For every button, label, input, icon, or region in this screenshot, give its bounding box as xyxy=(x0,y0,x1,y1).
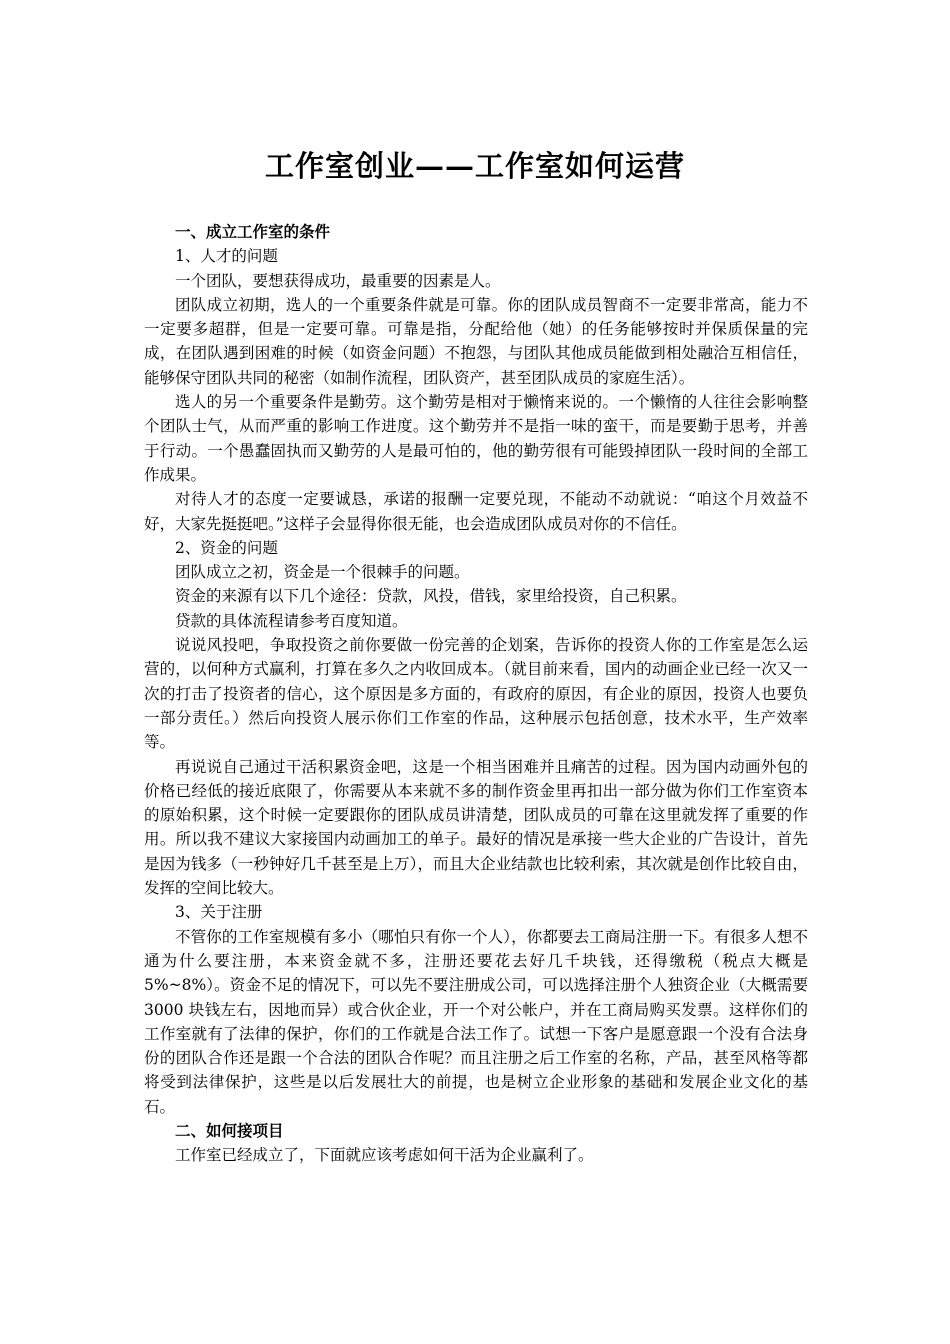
paragraph: 选人的另一个重要条件是勤劳。这个勤劳是相对于懒惰来说的。一个懒惰的人往往会影响整个团队士气，从而严重的影响工作进度。这个勤劳并不是指一味的蛮干，而是要勤于思考，并善于行动。一个愚蠢固执而又勤劳的人是最可怕的，他的勤劳很有可能毁掉团队一段时间的全部工作成果。 xyxy=(144,393,808,484)
paragraph: 对待人才的态度一定要诚恳，承诺的报酬一定要兑现，不能动不动就说：“咱这个月效益不好，大家先挺挺吧。”这样子会显得你很无能，也会造成团队成员对你的不信任。 xyxy=(144,490,808,533)
paragraph: 贷款的具体流程请参考百度知道。 xyxy=(175,611,408,630)
paragraph: 说说风投吧，争取投资之前你要做一份完善的企划案，告诉你的投资人你的工作室是怎么运营的，以何种方式赢利，打算在多久之内收回成本。（就目前来看，国内的动画企业已经一次又一次的打击了投资者的信心，这个原因是多方面的，有政府的原因，有企业的原因，投资人也要负一部分责任。）然后向投资人展示你们工作室的作品，这种展示包括创意，技术水平，生产效率等。 xyxy=(144,636,808,752)
document-title: 工作室创业——工作室如何运营 xyxy=(264,149,685,183)
paragraph: 再说说自己通过干活积累资金吧，这是一个相当困难并且痛苦的过程。因为国内动画外包的价格已经低的接近底限了，你需要从本来就不多的制作资金里再扣出一部分做为你们工作室资本的原始积累，这个时候一定要跟你的团队成员讲清楚，团队成员的可靠在这里就发挥了重要的作用。所以我不建议大家接国内动画加工的单子。最好的情况是承接一些大企业的广告设计，首先是因为钱多（一秒钟好几千甚至是上万），而且大企业结款也比较利索，其次就是创作比较自由，发挥的空间比较大。 xyxy=(144,757,808,898)
subheading-registration: 3、关于注册 xyxy=(175,903,263,922)
document-body xyxy=(144,220,808,1168)
subheading-funding: 2、资金的问题 xyxy=(175,538,278,557)
paragraph: 一个团队，要想获得成功，最重要的因素是人。 xyxy=(175,271,501,290)
paragraph: 团队成立初期，选人的一个重要条件就是可靠。你的团队成员智商不一定要非常高，能力不一定要多超群，但是一定要可靠。可靠是指，分配给他（她）的任务能够按时并保质保量的完成，在团队遇到困难的时候（如资金问题）不抱怨，与团队其他成员能做到相处融洽互相信任，能够保守团队共同的秘密（如制作流程，团队资产，甚至团队成员的家庭生活）。 xyxy=(144,295,808,387)
section-heading-projects: 二、如何接项目 xyxy=(175,1120,284,1140)
subheading-talent: 1、人才的问题 xyxy=(175,247,278,266)
paragraph: 不管你的工作室规模有多小（哪怕只有你一个人），你都要去工商局注册一下。有很多人想不通为什么要注册，本来资金就不多，注册还要花去好几千块钱，还得缴税（税点大概是 5%~8%）。资金不足的情况下，可以先不要注册成公司，可以选择注册个人独资企业（大概需要 3000 块钱左右，因地而异）或合伙企业，开一个对公帐户，并在工商局购买发票。这样你们的工作室就有了法律的保护，你们的工作就是合法工作了。试想一下客户是愿意跟一个没有合法身份的团队合作还是跟一个合法的团队合作呢？而且注册之后工作室的名称，产品，甚至风格等都将受到法律保护，这些是以后发展壮大的前提，也是树立企业形象的基础和发展企业文化的基石。 xyxy=(144,927,808,1116)
paragraph: 团队成立之初，资金是一个很棘手的问题。 xyxy=(175,563,470,582)
paragraph: 工作室已经成立了，下面就应该考虑如何干活为企业赢利了。 xyxy=(175,1146,594,1165)
section-heading-conditions: 一、成立工作室的条件 xyxy=(175,222,331,241)
paragraph: 资金的来源有以下几个途径：贷款，风投，借钱，家里给投资，自己积累。 xyxy=(175,587,687,606)
